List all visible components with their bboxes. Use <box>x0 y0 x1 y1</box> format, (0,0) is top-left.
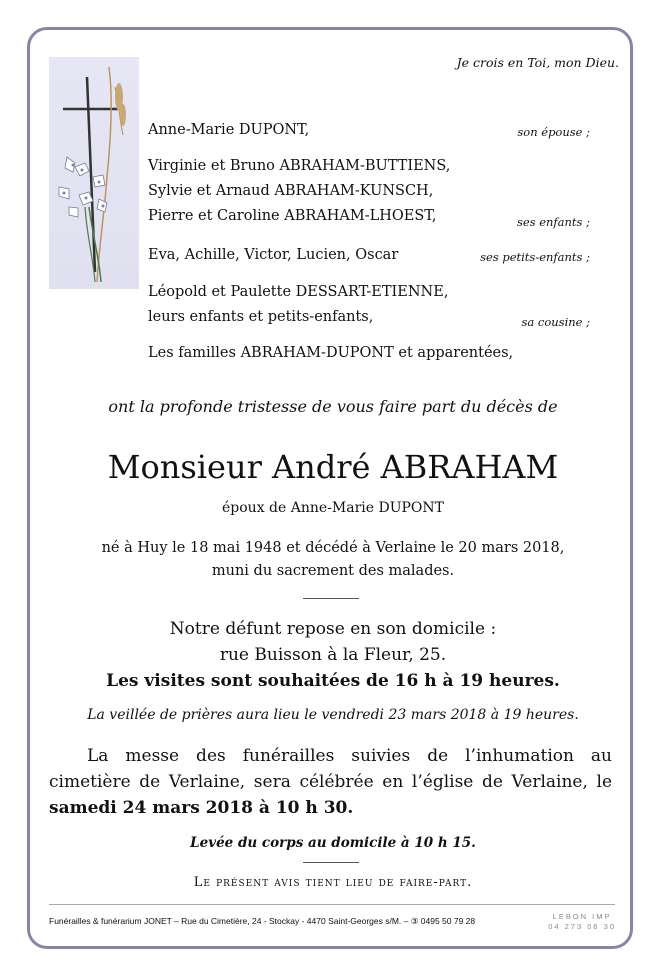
printer-mark <box>548 912 616 932</box>
footer-company: Funérailles & funérarium JONET <box>49 916 172 926</box>
rest-line: Notre défunt repose en son domicile : <box>169 619 497 639</box>
family-line: Sylvie et Arnaud ABRAHAM-KUNSCH, <box>148 183 434 199</box>
vigil-info: La veillée de prières aura lieu le vendredi 23 mars 2018 à 19 heures. <box>87 707 579 723</box>
cross-icon <box>49 57 139 289</box>
visit-hours: Les visites sont souhaitées de 16 h à 19 heures. <box>106 671 560 691</box>
deceased-name: Monsieur André ABRAHAM <box>107 448 559 486</box>
family-line: Léopold et Paulette DESSART-ETIENNE, <box>148 284 449 300</box>
footer-address: – Rue du Cimetière, 24 - Stockay - 4470 Saint-Georges s/M. – <box>174 916 409 926</box>
deceased-spouse: époux de Anne-Marie DUPONT <box>222 500 444 516</box>
footer <box>49 916 475 927</box>
levee-info: Levée du corps au domicile à 10 h 15. <box>190 835 476 851</box>
mass-info <box>49 743 612 821</box>
notice: Le présent avis tient lieu de faire-part. <box>193 875 473 890</box>
sacrament: muni du sacrement des malades. <box>211 563 455 579</box>
family-line: Eva, Achille, Victor, Lucien, Oscar <box>148 247 399 263</box>
mass-text: La messe des funérailles suivies de l’inhumation au cimetière de Verlaine, sera célébrée en l’église de Verlaine, le <box>49 746 612 792</box>
printer-phone: 04 273 06 30 <box>548 922 616 931</box>
divider <box>303 598 359 599</box>
announcement: ont la profonde tristesse de vous faire part du décès de <box>108 397 558 416</box>
printer-name: LEBON IMP <box>552 912 612 921</box>
footer-divider <box>49 904 615 905</box>
footer-phone: 0495 50 79 28 <box>420 916 476 926</box>
phone-icon: ③ <box>410 916 419 926</box>
family-line: leurs enfants et petits-enfants, <box>148 309 374 325</box>
family-line: Virginie et Bruno ABRAHAM-BUTTIENS, <box>148 158 451 174</box>
birth-death: né à Huy le 18 mai 1948 et décédé à Verlaine le 20 mars 2018, <box>101 540 565 556</box>
family-line: Les familles ABRAHAM-DUPONT et apparentées, <box>148 345 514 361</box>
family-relation: ses petits-enfants ; <box>480 250 590 264</box>
mass-date: samedi 24 mars 2018 à 10 h 30. <box>49 798 354 818</box>
family-line: Pierre et Caroline ABRAHAM-LHOEST, <box>148 208 437 224</box>
cross-flowers-image <box>49 57 139 289</box>
family-relation: sa cousine ; <box>521 315 590 329</box>
motto: Je crois en Toi, mon Dieu. <box>456 55 619 70</box>
family-relation: son épouse ; <box>517 125 590 139</box>
family-line: Anne-Marie DUPONT, <box>148 122 310 138</box>
rest-address: rue Buisson à la Fleur, 25. <box>219 645 447 665</box>
family-relation: ses enfants ; <box>516 215 590 229</box>
divider <box>303 862 359 863</box>
